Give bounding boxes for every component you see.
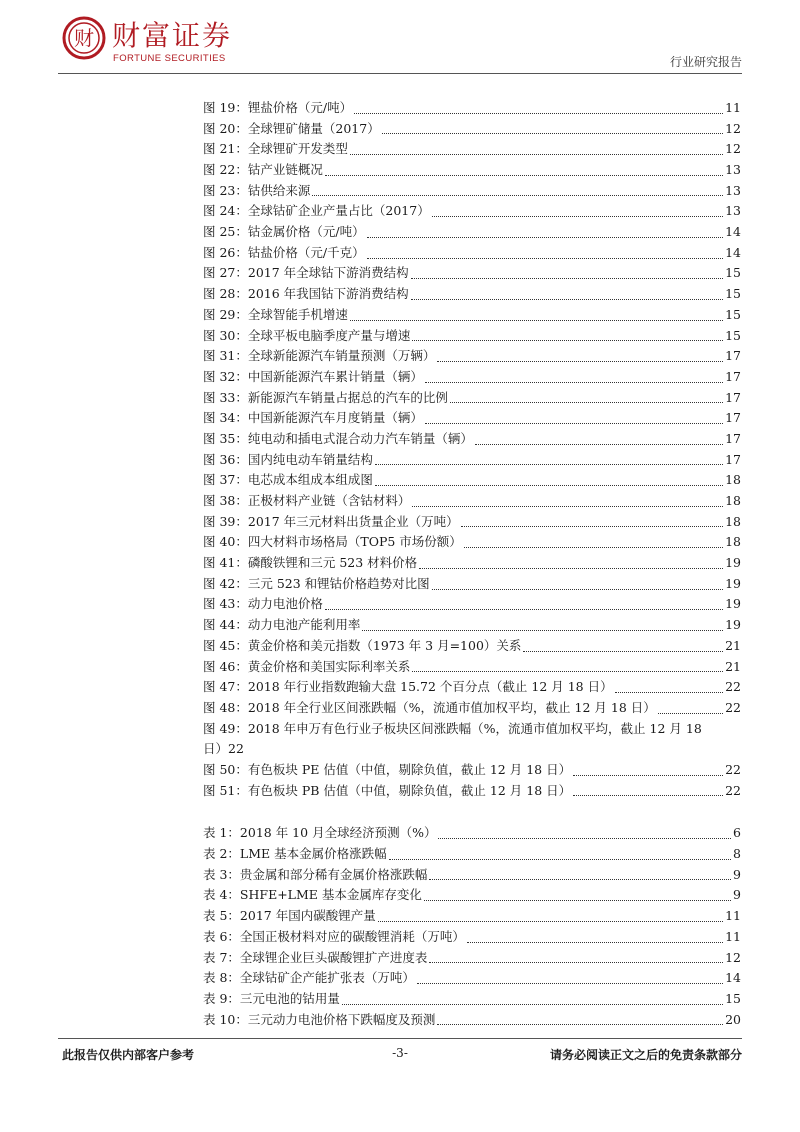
toc-item-page: 9 (733, 887, 741, 903)
toc-item-label: 图 29：全球智能手机增速 (203, 306, 348, 322)
dot-leader (419, 568, 723, 569)
dot-leader (350, 320, 723, 321)
toc-item-label: 图 44：动力电池产能利用率 (203, 617, 361, 633)
footer-disclaimer-left: 此报告仅供内部客户参考 (62, 1048, 195, 1062)
toc-item-page: 21 (725, 637, 741, 653)
toc-item-page: 22 (725, 699, 741, 715)
toc-item-label: 表 5：2017 年国内碳酸锂产量 (203, 908, 376, 924)
toc-item-label: 图 40：四大材料市场格局（TOP5 市场份额） (203, 534, 462, 550)
toc-item-label: 图 24：全球钴矿企业产量占比（2017） (203, 203, 430, 219)
toc-item-label: 图 20：全球锂矿储量（2017） (203, 120, 380, 136)
toc-item-page: 17 (725, 430, 741, 446)
toc-item-label: 图 27：2017 年全球钴下游消费结构 (203, 265, 409, 281)
dot-leader (412, 506, 723, 507)
dot-leader (350, 154, 723, 155)
toc-item-page: 22 (725, 679, 741, 695)
toc-item[interactable] (203, 326, 741, 347)
toc-item-label: 表 2：LME 基本金属价格涨跌幅 (203, 846, 387, 862)
dot-leader (389, 859, 731, 860)
dot-leader (424, 900, 731, 901)
toc-item-page: 19 (725, 596, 741, 612)
dot-leader (658, 713, 723, 714)
toc-item[interactable] (203, 532, 741, 553)
toc-item-page: 19 (725, 617, 741, 633)
toc-item[interactable] (203, 119, 741, 140)
dot-leader (382, 133, 723, 134)
dot-leader (432, 216, 723, 217)
toc-item-label: 图 50：有色板块 PE 估值（中值，剔除负值，截止 12 月 18 日） (203, 762, 572, 777)
dot-leader (375, 464, 723, 465)
toc-item[interactable] (203, 160, 741, 181)
toc-item[interactable] (203, 429, 741, 450)
toc-item[interactable] (203, 408, 741, 429)
toc-item[interactable] (203, 388, 741, 409)
toc-item-label: 图 51：有色板块 PB 估值（中值，剔除负值，截止 12 月 18 日） (203, 782, 572, 798)
toc-item-page: 12 (725, 949, 741, 965)
toc-item-label: 图 25：钴金属价格（元/吨） (203, 224, 365, 240)
dot-leader (432, 589, 723, 590)
toc-item[interactable] (203, 927, 741, 948)
toc-item-label: 图 22：钴产业链概况 (203, 162, 323, 178)
toc-item-page: 19 (725, 555, 741, 571)
toc-item[interactable] (203, 844, 741, 865)
toc-item-label: 图 21：全球锂矿开发类型 (203, 141, 348, 157)
dot-leader (354, 113, 723, 114)
toc-item[interactable] (203, 885, 741, 906)
toc-item-page: 14 (725, 224, 741, 240)
toc-item-label: 图 26：钴盐价格（元/千克） (203, 244, 365, 260)
toc-item-page: 17 (725, 451, 741, 467)
toc-item[interactable] (203, 305, 741, 326)
toc-item-page: 17 (725, 348, 741, 364)
toc-item-label: 图 35：纯电动和插电式混合动力汽车销量（辆） (203, 430, 473, 446)
dot-leader (475, 444, 723, 445)
toc-item[interactable] (203, 823, 741, 844)
toc-item[interactable] (203, 201, 741, 222)
toc-item-label: 图 28：2016 年我国钴下游消费结构 (203, 286, 409, 302)
toc-item-label: 表 3：贵金属和部分稀有金属价格涨跌幅 (203, 866, 428, 882)
table-list (203, 823, 741, 1030)
toc-item-label: 表 7：全球锂企业巨头碳酸锂扩产进度表 (203, 949, 428, 965)
dot-leader (325, 175, 723, 176)
dot-leader (411, 278, 723, 279)
logo-seal-icon (62, 16, 106, 60)
table-of-contents (203, 98, 741, 1030)
toc-item-label: 表 6：全国正极材料对应的碳酸锂消耗（万吨） (203, 928, 465, 944)
toc-item-page: 22 (228, 741, 244, 757)
toc-item[interactable] (203, 574, 741, 595)
toc-item-page: 19 (725, 575, 741, 591)
toc-item-label: 表 10：三元动力电池价格下跌幅度及预测 (203, 1011, 436, 1027)
toc-item[interactable] (203, 906, 741, 927)
logo-text-en: FORTUNE SECURITIES (113, 53, 226, 64)
toc-item-label: 表 9：三元电池的钴用量 (203, 990, 340, 1006)
footer-disclaimer-right: 请务必阅读正文之后的免责条款部分 (549, 1048, 742, 1062)
toc-item[interactable] (203, 450, 741, 471)
toc-item-page: 13 (725, 162, 741, 178)
report-type: 行业研究报告 (669, 55, 742, 69)
toc-item-page: 11 (725, 99, 741, 115)
toc-item-page: 17 (725, 389, 741, 405)
toc-item-label: 表 1：2018 年 10 月全球经济预测（%） (203, 825, 437, 841)
dot-leader (429, 879, 731, 880)
toc-item[interactable] (203, 657, 741, 678)
toc-item-label: 图 36：国内纯电动车销量结构 (203, 451, 373, 467)
toc-item-page: 8 (733, 846, 741, 862)
toc-item-label: 图 47：2018 年行业指数跑输大盘 15.72 个百分点（截止 12 月 18 日） (203, 679, 613, 695)
dot-leader (412, 671, 723, 672)
toc-item-label: 图 38：正极材料产业链（含钴材料） (203, 493, 411, 509)
toc-item-page: 22 (725, 762, 741, 777)
toc-item[interactable] (203, 989, 741, 1010)
footer-divider (58, 1038, 742, 1039)
toc-item-label: 表 8：全球钴矿企产能扩张表（万吨） (203, 970, 415, 986)
toc-item[interactable] (203, 677, 741, 698)
toc-item-page: 18 (725, 472, 741, 488)
toc-item-label: 图 43：动力电池价格 (203, 596, 323, 612)
toc-item-label: 图 33：新能源汽车销量占据总的汽车的比例 (203, 389, 448, 405)
dot-leader (342, 1004, 723, 1005)
toc-item[interactable] (203, 346, 741, 367)
toc-item-label: 图 46：黄金价格和美国实际利率关系 (203, 658, 411, 674)
toc-item-label: 图 41：磷酸铁锂和三元 523 材料价格 (203, 555, 418, 571)
toc-item[interactable] (203, 760, 741, 781)
logo-seal-char: 财 (74, 26, 94, 50)
logo-text-cn: 财富证券 (112, 19, 233, 52)
toc-item-label-continued: 日） (203, 741, 229, 757)
toc-item-page: 15 (725, 327, 741, 343)
toc-item[interactable] (203, 284, 741, 305)
dot-leader (437, 1024, 723, 1025)
toc-item[interactable] (203, 968, 741, 989)
toc-item-page: 18 (725, 513, 741, 529)
toc-item[interactable] (203, 636, 741, 657)
toc-item-page: 6 (733, 825, 741, 841)
toc-item-page: 9 (733, 866, 741, 882)
toc-item-label: 图 31：全球新能源汽车销量预测（万辆） (203, 348, 436, 364)
toc-item-page: 14 (725, 244, 741, 260)
toc-item[interactable] (203, 698, 741, 719)
toc-item[interactable] (203, 222, 741, 243)
dot-leader (425, 382, 723, 383)
dot-leader (450, 402, 723, 403)
toc-item-label: 图 42：三元 523 和锂钴价格趋势对比图 (203, 575, 430, 591)
dot-leader (461, 526, 723, 527)
dot-leader (425, 423, 723, 424)
dot-leader (429, 962, 723, 963)
header-divider (58, 73, 742, 74)
toc-item-page: 18 (725, 534, 741, 550)
toc-item-page: 15 (725, 286, 741, 302)
toc-item-label: 图 34：中国新能源汽车月度销量（辆） (203, 410, 423, 426)
toc-item-label: 图 19：锂盐价格（元/吨） (203, 99, 353, 115)
toc-item-page: 15 (725, 990, 741, 1006)
toc-item-page: 13 (725, 182, 741, 198)
toc-item-page: 17 (725, 410, 741, 426)
toc-item-page: 14 (725, 970, 741, 986)
page-header (0, 0, 800, 76)
toc-item-page: 17 (725, 368, 741, 384)
toc-item-page: 12 (725, 120, 741, 136)
toc-item-label: 表 4：SHFE+LME 基本金属库存变化 (203, 887, 422, 903)
toc-item[interactable] (203, 367, 741, 388)
toc-item[interactable] (203, 615, 741, 636)
dot-leader (375, 485, 723, 486)
toc-item-page: 11 (725, 908, 741, 924)
toc-item-page: 12 (725, 141, 741, 157)
dot-leader (411, 299, 723, 300)
dot-leader (362, 630, 723, 631)
dot-leader (378, 921, 723, 922)
toc-item-label: 图 39：2017 年三元材料出货量企业（万吨） (203, 513, 459, 529)
dot-leader (367, 258, 724, 259)
toc-item-page: 20 (725, 1011, 741, 1027)
page-number: -3- (392, 1046, 408, 1060)
toc-item-label: 图 32：中国新能源汽车累计销量（辆） (203, 368, 423, 384)
dot-leader (417, 983, 723, 984)
dot-leader (464, 547, 723, 548)
dot-leader (437, 361, 723, 362)
toc-item[interactable] (203, 553, 741, 574)
toc-item-label: 图 37：电芯成本组成本组成图 (203, 472, 373, 488)
dot-leader (573, 795, 723, 796)
toc-item[interactable] (203, 264, 741, 285)
toc-item-page: 15 (725, 306, 741, 322)
toc-item-page: 13 (725, 203, 741, 219)
toc-item-label: 图 30：全球平板电脑季度产量与增速 (203, 327, 411, 343)
toc-item[interactable] (203, 470, 741, 491)
toc-item[interactable] (203, 781, 741, 802)
toc-item[interactable] (203, 1010, 741, 1031)
toc-item-page: 18 (725, 493, 741, 509)
toc-item-page: 11 (725, 928, 741, 944)
dot-leader (412, 340, 723, 341)
dot-leader (573, 775, 723, 776)
toc-item-label: 图 45：黄金价格和美元指数（1973 年 3 月=100）关系 (203, 637, 522, 653)
toc-item[interactable] (203, 512, 741, 533)
dot-leader (325, 609, 723, 610)
dot-leader (523, 651, 723, 652)
dot-leader (367, 237, 724, 238)
toc-item-page: 22 (725, 782, 741, 798)
toc-item[interactable] (203, 719, 741, 760)
toc-item[interactable] (203, 243, 741, 264)
figure-list (203, 98, 741, 801)
toc-item[interactable] (203, 865, 741, 886)
toc-item-page: 21 (725, 658, 741, 674)
toc-item-label: 图 23：钴供给来源 (203, 182, 311, 198)
toc-item-label: 图 48：2018 年全行业区间涨跌幅（%，流通市值加权平均，截止 12 月 18 日） (203, 699, 656, 715)
toc-item[interactable] (203, 948, 741, 969)
toc-item-page: 15 (725, 265, 741, 281)
dot-leader (615, 692, 723, 693)
dot-leader (467, 942, 723, 943)
toc-item[interactable] (203, 491, 741, 512)
toc-item[interactable] (203, 595, 741, 616)
toc-item[interactable] (203, 181, 741, 202)
toc-item[interactable] (203, 98, 741, 119)
dot-leader (312, 195, 723, 196)
toc-item-label: 图 49：2018 年申万有色行业子板块区间涨跌幅（%，流通市值加权平均，截止 12 月 18 (203, 720, 702, 736)
dot-leader (438, 838, 731, 839)
toc-item[interactable] (203, 139, 741, 160)
